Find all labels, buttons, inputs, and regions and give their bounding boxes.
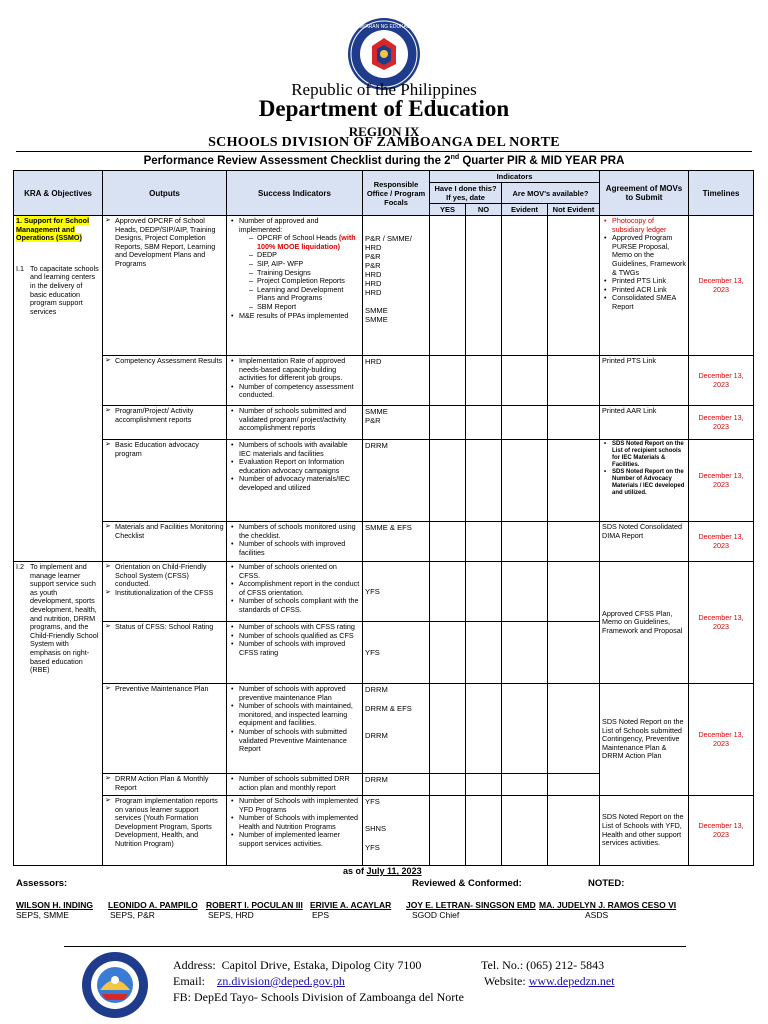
- no-cell[interactable]: [466, 356, 502, 406]
- indicator-text: • Number of schools compliant with the standards of CFSS.: [239, 597, 360, 614]
- mov-item: • SDS Noted Report on the Number of Advocacy Materials / IEC developed and utilized.: [612, 469, 686, 497]
- arrow-bullet-icon: ➢: [105, 357, 111, 364]
- indicator-text: • Number of schools oriented on CFSS.: [239, 563, 360, 580]
- evident-cell[interactable]: [502, 356, 548, 406]
- col-indicators: Indicators: [430, 171, 600, 183]
- mov-item: • Photocopy of subsidiary ledger: [612, 217, 686, 234]
- indicator-text: • Number of schools with improved CFSS rating: [239, 640, 360, 657]
- office-text: DRRM: [363, 774, 430, 796]
- not-evident-cell[interactable]: [548, 406, 600, 440]
- office-text: SHNS: [365, 824, 387, 833]
- evident-cell[interactable]: [502, 562, 548, 622]
- signatory: WILSON H. INDING SEPS, SMME: [16, 900, 93, 920]
- email-link[interactable]: zn.division@deped.gov.ph: [217, 974, 345, 988]
- office-text: HRD: [365, 270, 382, 279]
- evident-cell[interactable]: [502, 774, 548, 796]
- table-row: [14, 440, 754, 522]
- timeline-text: December 13, 2023: [689, 522, 754, 562]
- output-text: Institutionalization of the CFSS: [115, 587, 214, 597]
- indicator-sub: – Training Designs: [257, 269, 360, 278]
- not-evident-cell[interactable]: [548, 774, 600, 796]
- evident-cell[interactable]: [502, 684, 548, 774]
- header-region: REGION IX: [348, 124, 420, 139]
- yes-cell[interactable]: [430, 684, 466, 774]
- indicator-text: Number of approved and implemented:: [239, 216, 319, 234]
- arrow-bullet-icon: ➢: [105, 685, 111, 692]
- assessors-label: Assessors:: [16, 878, 68, 889]
- mov-text: Printed PTS Link: [600, 356, 689, 406]
- not-evident-cell[interactable]: [548, 522, 600, 562]
- office-text: DRRM: [365, 685, 388, 694]
- col-outputs: Outputs: [103, 171, 227, 216]
- mov-text: SDS Noted Report on the List of Schools with YFD, Health and other support services activities.: [600, 796, 689, 866]
- mov-item: • Printed ACR Link: [612, 286, 686, 295]
- indicator-text: • Number of implemented learner support services activities.: [239, 831, 360, 848]
- not-evident-cell[interactable]: [548, 562, 600, 622]
- office-text: YFS: [365, 797, 380, 806]
- timeline-text: December 13, 2023: [689, 562, 754, 684]
- evident-cell[interactable]: [502, 216, 548, 356]
- indicator-text: • M&E results of PPAs implemented: [239, 312, 360, 321]
- indicator-sub: – Learning and Development Plans and Programs: [257, 286, 360, 303]
- yes-cell[interactable]: [430, 622, 466, 684]
- mov-item: • Consolidated SMEA Report: [612, 294, 686, 311]
- output-text: Orientation on Child-Friendly School System (CFSS) conducted.: [115, 562, 207, 589]
- indicator-text: • Numbers of schools monitored using the checklist.: [239, 523, 360, 540]
- mov-text: Approved CFSS Plan, Memo on Guidelines, Framework and Proposal: [600, 562, 689, 684]
- signatory: LEONIDO A. PAMPILO SEPS, P&R: [108, 900, 198, 920]
- signatory: ROBERT I. POCULAN III SEPS, HRD: [206, 900, 303, 920]
- evident-cell[interactable]: [502, 796, 548, 866]
- table-row: [14, 796, 754, 866]
- indicator-text: • Number of schools submitted and validated program/ project/activity accomplishment reports: [239, 407, 360, 433]
- col-agreement: Agreement of MOVs to Submit: [600, 171, 689, 216]
- header-department: Department of Education: [258, 96, 510, 121]
- evident-cell[interactable]: [502, 440, 548, 522]
- output-text: Program/Project/ Activity accomplishment reports: [115, 406, 194, 424]
- col-movs-available: Are MOV's available?: [502, 183, 600, 204]
- svg-text:KAGAWARAN NG EDUKASYON: KAGAWARAN NG EDUKASYON: [347, 24, 421, 30]
- office-text: YFS: [363, 562, 430, 622]
- col-yes: YES: [430, 204, 466, 216]
- indicator-text: • Number of competency assessment conducted.: [239, 383, 360, 400]
- objective-number: I.2: [16, 562, 24, 571]
- arrow-bullet-icon: ➢: [105, 588, 111, 596]
- table-row: [14, 684, 754, 774]
- mov-item: • Printed PTS Link: [612, 277, 686, 286]
- table-row: [14, 406, 754, 440]
- col-timelines: Timelines: [689, 171, 754, 216]
- office-text: P&R: [365, 261, 381, 270]
- arrow-bullet-icon: ➢: [105, 623, 111, 630]
- office-text: HRD: [365, 279, 382, 288]
- office-text: YFS: [365, 843, 380, 852]
- arrow-bullet-icon: ➢: [105, 563, 111, 570]
- indicator-text: • Number of schools with improved facilities: [239, 540, 360, 557]
- timeline-text: December 13, 2023: [689, 796, 754, 866]
- output-text: Materials and Facilities Monitoring Checklist: [115, 522, 224, 540]
- no-cell[interactable]: [466, 796, 502, 866]
- output-text: Program implementation reports on various learner support services (Youth Formation Development Program, Sports Development, Health, and Nutrition Program): [115, 796, 218, 848]
- output-text: Status of CFSS: School Rating: [115, 622, 214, 631]
- signatory: MA. JUDELYN J. RAMOS CESO VI ASDS: [539, 900, 677, 920]
- indicator-sub: – SBM Report: [257, 303, 360, 312]
- kra-2-cell: [14, 562, 103, 866]
- kra-1-title: 1. Support for School Management and Operations (SSMO): [16, 216, 90, 243]
- yes-cell[interactable]: [430, 796, 466, 866]
- header-divider: [16, 151, 752, 152]
- reviewed-label: Reviewed & Conformed:: [412, 878, 522, 889]
- no-cell[interactable]: [466, 440, 502, 522]
- mov-item: • Approved Program PURSE Proposal, Memo on the Guidelines, Framework & TWGs: [612, 234, 686, 277]
- indicator-text: • Number of schools with approved preventive maintenance Plan: [239, 685, 360, 702]
- footer-tel: Tel. No.: (065) 212- 5843: [481, 958, 605, 972]
- timeline-text: December 13, 2023: [689, 440, 754, 522]
- arrow-bullet-icon: ➢: [105, 523, 111, 530]
- arrow-bullet-icon: ➢: [105, 217, 111, 224]
- timeline-text: December 13, 2023: [689, 216, 754, 356]
- no-cell[interactable]: [466, 522, 502, 562]
- indicator-note: (with 100% MOOE liquidation): [257, 233, 356, 251]
- evident-cell[interactable]: [502, 622, 548, 684]
- evident-cell[interactable]: [502, 406, 548, 440]
- header-division: SCHOOLS DIVISION OF ZAMBOANGA DEL NORTE: [208, 135, 560, 150]
- office-text: DRRM: [363, 440, 430, 522]
- indicator-text: • Number of Schools with implemented YFD Programs: [239, 797, 360, 814]
- yes-cell[interactable]: [430, 216, 466, 356]
- header-republic: Republic of the Philippines: [291, 80, 477, 99]
- not-evident-cell[interactable]: [548, 356, 600, 406]
- not-evident-cell[interactable]: [548, 216, 600, 356]
- yes-cell[interactable]: [430, 522, 466, 562]
- output-text: Basic Education advocacy program: [115, 440, 199, 458]
- col-not-evident: Not Evident: [548, 204, 600, 216]
- signatory: JOY E. LETRAN- SINGSON EMD SGOD Chief: [406, 900, 536, 920]
- mov-text: Printed AAR Link: [600, 406, 689, 440]
- not-evident-cell[interactable]: [548, 622, 600, 684]
- not-evident-cell[interactable]: [548, 796, 600, 866]
- col-responsible-office: Responsible Office / Program Focals: [363, 171, 430, 216]
- noted-label: NOTED:: [588, 878, 625, 889]
- as-of-date: as of July 11, 2023: [343, 866, 422, 876]
- output-text: Approved OPCRF of School Heads, DEDP/SIP/AIP, Training Designs, Project Completion Reports, SBM Report, Learning and Development Plans and Programs: [115, 216, 216, 268]
- document-title: Performance Review Assessment Checklist during the 2nd Quarter PIR & MID YEAR PRA: [143, 154, 625, 167]
- mov-text: SDS Noted Report on the List of Schools submitted Contingency, Preventive Maintenance Plan & DRRM Action Plan: [600, 684, 689, 796]
- objective-text: To capacitate schools and learning centers in the delivery of basic education program support services: [30, 263, 99, 316]
- mov-item: • SDS Noted Report on the List of recipient schools for IEC Materials & Facilities.: [612, 441, 686, 469]
- footer-divider: [64, 946, 686, 947]
- table-row: [14, 356, 754, 406]
- mov-text: SDS Noted Consolidated DIMA Report: [600, 522, 689, 562]
- indicator-text: • Number of schools qualified as CFS: [239, 632, 360, 641]
- no-cell[interactable]: [466, 684, 502, 774]
- no-cell[interactable]: [466, 216, 502, 356]
- table-row: [14, 562, 754, 622]
- timeline-text: December 13, 2023: [689, 684, 754, 796]
- footer-address: Address: Capitol Drive, Estaka, Dipolog City 7100: [173, 958, 422, 972]
- col-kra: KRA & Objectives: [14, 171, 103, 216]
- indicator-text: • Implementation Rate of approved needs-based capacity-building activities for different job groups.: [239, 357, 360, 383]
- indicator-text: • Accomplishment report in the conduct of CFSS orientation.: [239, 580, 360, 597]
- indicator-sub: – SIP, AIP- WFP: [257, 260, 360, 269]
- office-text: P&R: [365, 252, 381, 261]
- office-text: HRD: [363, 356, 430, 406]
- arrow-bullet-icon: ➢: [105, 797, 111, 804]
- office-text: SMME: [365, 407, 388, 416]
- signatory: ERIVIE A. ACAYLAR EPS: [310, 900, 392, 920]
- indicator-sub: – Project Completion Reports: [257, 277, 360, 286]
- office-text: HRD: [365, 288, 382, 297]
- office-text: YFS: [363, 622, 430, 684]
- kra-1-cell: [14, 216, 103, 562]
- no-cell[interactable]: [466, 406, 502, 440]
- objective-number: I.1: [16, 263, 24, 273]
- footer-website: Website: www.depedzn.net: [484, 974, 615, 988]
- col-no: NO: [466, 204, 502, 216]
- indicator-text: • Number of advocacy materials/IEC developed and utilized: [239, 475, 360, 492]
- timeline-text: December 13, 2023: [689, 406, 754, 440]
- office-text: P&R / SMME/: [365, 234, 412, 243]
- office-text: P&R: [365, 416, 381, 425]
- output-text: Competency Assessment Results: [115, 356, 223, 365]
- no-cell[interactable]: [466, 562, 502, 622]
- output-text: Preventive Maintenance Plan: [115, 684, 209, 693]
- office-text: DRRM & EFS: [365, 704, 412, 713]
- not-evident-cell[interactable]: [548, 440, 600, 522]
- indicator-text: • Evaluation Report on Information education advocacy campaigns: [239, 458, 360, 475]
- indicator-text: • Number of schools with CFSS rating: [239, 623, 360, 632]
- timeline-text: December 13, 2023: [689, 356, 754, 406]
- office-text: SMME: [365, 315, 388, 324]
- office-text: SMME: [365, 306, 388, 315]
- office-text: SMME & EFS: [363, 522, 430, 562]
- indicator-text: • Numbers of schools with available IEC materials and facilities: [239, 441, 360, 458]
- yes-cell[interactable]: [430, 562, 466, 622]
- yes-cell[interactable]: [430, 356, 466, 406]
- table-row: [14, 216, 754, 356]
- col-evident: Evident: [502, 204, 548, 216]
- office-text: HRD: [365, 243, 382, 252]
- footer-email: Email: zn.division@deped.gov.ph: [173, 974, 345, 988]
- no-cell[interactable]: [466, 774, 502, 796]
- indicator-sub: OPCRF of School Heads: [257, 233, 337, 243]
- yes-cell[interactable]: [430, 406, 466, 440]
- no-cell[interactable]: [466, 622, 502, 684]
- not-evident-cell[interactable]: [548, 684, 600, 774]
- arrow-bullet-icon: ➢: [105, 441, 111, 448]
- evident-cell[interactable]: [502, 522, 548, 562]
- footer-facebook: FB: DepEd Tayo- Schools Division of Zamboanga del Norte: [173, 990, 464, 1004]
- arrow-bullet-icon: ➢: [105, 407, 111, 414]
- col-done: Have I done this? If yes, date: [430, 183, 502, 204]
- indicator-text: • Number of schools submitted DRR action plan and monthly report: [239, 775, 360, 792]
- indicator-sub: – DEDP: [257, 251, 360, 260]
- indicator-text: • Number of schools with submitted validated Preventive Maintenance Report: [239, 728, 360, 754]
- output-text: DRRM Action Plan & Monthly Report: [115, 774, 209, 792]
- yes-cell[interactable]: [430, 774, 466, 796]
- website-link[interactable]: www.depedzn.net: [528, 974, 615, 988]
- indicator-text: • Number of Schools with implemented Health and Nutrition Programs: [239, 814, 360, 831]
- objective-text: To implement and manage learner support service such as youth development, sports development, health, and nutrition, DRRM programs, and the Child-Friendly School System with emphasis on right-based education (RBE): [30, 562, 99, 675]
- col-success-indicators: Success Indicators: [227, 171, 363, 216]
- indicator-text: • Number of schools with maintained, monitored, and inspected learning equipment and facilities.: [239, 702, 360, 728]
- table-row: [14, 522, 754, 562]
- division-logo: [80, 950, 150, 1020]
- arrow-bullet-icon: ➢: [105, 775, 111, 782]
- yes-cell[interactable]: [430, 440, 466, 522]
- checklist-table: [13, 170, 754, 866]
- office-text: DRRM: [365, 731, 388, 740]
